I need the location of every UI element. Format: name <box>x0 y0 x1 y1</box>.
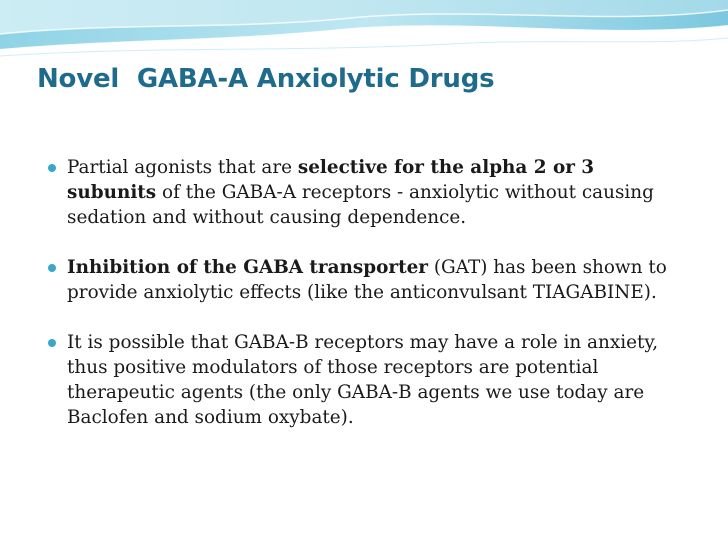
bullet-text-bold: selective for the alpha 2 or 3 subunits <box>67 157 595 203</box>
header-wave-decoration <box>0 0 728 60</box>
bullet-dot-icon <box>48 264 56 272</box>
bullet-dot-icon <box>48 164 56 172</box>
bullet-item <box>48 255 688 305</box>
bullet-text: of the GABA-A receptors - anxiolytic without causing sedation and without causing dependence. <box>67 182 654 228</box>
bullet-dot-icon <box>48 339 56 347</box>
bullet-text: It is possible that GABA-B receptors may have a role in anxiety, thus positive modulators of those receptors are potential therapeutic agents (the only GABA-B agents we use today are Baclofen and sodium oxybate). <box>67 332 659 428</box>
bullet-list <box>48 155 688 455</box>
bullet-item <box>48 330 688 430</box>
bullet-text-bold: Inhibition of the GABA transporter <box>67 257 428 278</box>
bullet-text: Partial agonists that are <box>67 157 298 178</box>
slide-title: Novel GABA-A Anxiolytic Drugs <box>37 64 495 94</box>
bullet-item <box>48 155 688 230</box>
bullet-text: (GAT) has been shown to provide anxiolytic effects (like the anticonvulsant TIAGABINE). <box>67 257 667 303</box>
